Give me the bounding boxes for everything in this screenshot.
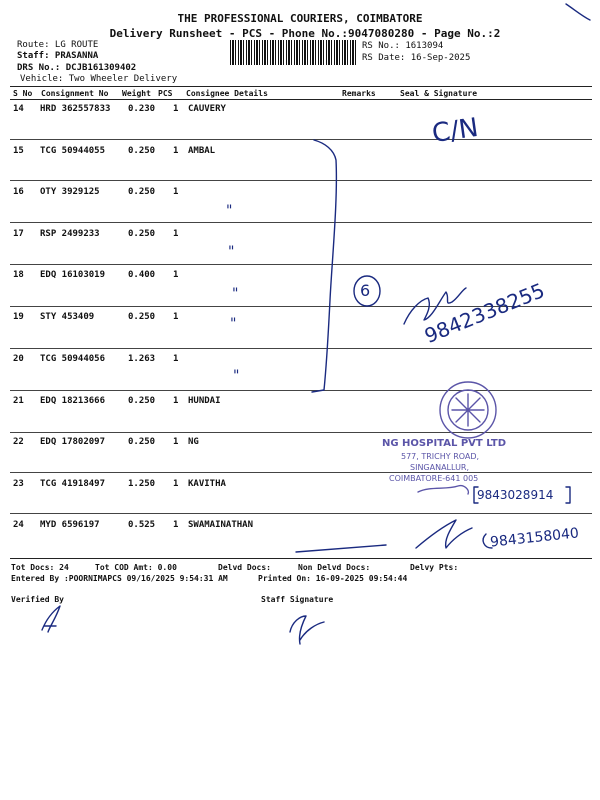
row-pcs: 1 <box>173 396 179 406</box>
row-consignee: NG <box>188 437 199 447</box>
row-divider <box>10 390 592 391</box>
stamp-scribble <box>418 486 468 494</box>
footer-rule <box>10 558 592 559</box>
row-weight: 0.250 <box>128 146 156 156</box>
cn-handwritten-mark: C/N <box>430 112 481 150</box>
row-sno: 20 <box>13 354 24 364</box>
delvy-pts: Delvy Pts: <box>410 563 459 572</box>
row-pcs: 1 <box>173 229 179 239</box>
handwritten-phone-1: 9842338255 <box>421 278 548 348</box>
row-pcs: 1 <box>173 104 179 114</box>
ditto-mark: " <box>233 368 240 384</box>
bracket-right <box>566 487 570 503</box>
row-consignment: TCG 41918497 <box>40 479 106 489</box>
row-consignee: AMBAL <box>188 146 216 156</box>
bracket-stroke <box>312 140 336 392</box>
row-consignment: EDQ 16103019 <box>40 270 106 280</box>
table-top-rule <box>10 86 592 87</box>
row-pcs: 1 <box>173 520 179 530</box>
row-weight: 1.263 <box>128 354 156 364</box>
row-weight: 0.250 <box>128 312 156 322</box>
seal-pattern <box>452 394 484 426</box>
row-consignment: STY 453409 <box>40 312 95 322</box>
stamp-line-4: COIMBATORE-641 005 <box>389 474 479 483</box>
delvd-docs: Delvd Docs: <box>218 563 271 572</box>
row-sno: 17 <box>13 229 24 239</box>
col-consignee: Consignee Details <box>186 89 268 98</box>
runsheet-subtitle: Delivery Runsheet - PCS - Phone No.:9047080280 - Page No.:2 <box>109 27 501 40</box>
tot-docs: Tot Docs: 24 <box>11 563 69 572</box>
drs-number: DRS No.: DCJB161309402 <box>17 63 137 73</box>
row-divider <box>10 139 592 140</box>
company-title: THE PROFESSIONAL COURIERS, COIMBATORE <box>177 12 423 25</box>
handwritten-phone-3: 9843158040 <box>489 525 580 551</box>
entered-by: Entered By :POORNIMAPCS 09/16/2025 9:54:31 AM <box>11 574 228 583</box>
row-consignment: MYD 6596197 <box>40 520 100 530</box>
row-sno: 22 <box>13 437 24 447</box>
tot-cod: Tot COD Amt: 0.00 <box>95 563 177 572</box>
row-pcs: 1 <box>173 479 179 489</box>
row-weight: 0.250 <box>128 229 156 239</box>
row-weight: 0.230 <box>128 104 156 114</box>
vehicle-label: Vehicle: Two Wheeler Delivery <box>20 74 178 84</box>
row-sno: 16 <box>13 187 24 197</box>
staff-signature-label: Staff Signature <box>261 595 334 604</box>
row-pcs: 1 <box>173 312 179 322</box>
row-divider <box>10 222 592 223</box>
stamp-line-3: SINGANALLUR, <box>410 463 470 472</box>
seal-inner-circle <box>448 390 488 430</box>
row-weight: 1.250 <box>128 479 156 489</box>
ditto-mark: " <box>226 203 233 219</box>
row-pcs: 1 <box>173 354 179 364</box>
rs-number: RS No.: 1613094 <box>362 41 444 51</box>
row-consignee: CAUVERY <box>188 104 226 114</box>
row-divider <box>10 180 592 181</box>
row-sno: 21 <box>13 396 24 406</box>
circled-number-mark: 6 <box>360 281 371 300</box>
col-seal: Seal & Signature <box>400 89 478 98</box>
row-sno: 23 <box>13 479 24 489</box>
verified-by: Verified By <box>11 595 64 604</box>
ditto-mark: " <box>230 316 237 332</box>
table-header-rule <box>10 99 592 100</box>
stamp-line-2: 577, TRICHY ROAD, <box>401 452 480 461</box>
row-sno: 24 <box>13 520 24 530</box>
staff-label: Staff: PRASANNA <box>17 51 99 61</box>
route-label: Route: LG ROUTE <box>17 40 99 50</box>
row-sno: 14 <box>13 104 24 114</box>
row-weight: 0.250 <box>128 187 156 197</box>
row-consignee: KAVITHA <box>188 479 226 489</box>
ditto-mark: " <box>228 244 235 260</box>
row-divider <box>10 348 592 349</box>
row-divider <box>10 432 592 433</box>
stamp-line-1: NG HOSPITAL PVT LTD <box>382 438 507 449</box>
row-divider <box>10 264 592 265</box>
row-weight: 0.525 <box>128 520 156 530</box>
row-consignee: HUNDAI <box>188 396 221 406</box>
row-pcs: 1 <box>173 270 179 280</box>
rs-date: RS Date: 16-Sep-2025 <box>362 53 471 63</box>
row-weight: 0.250 <box>128 437 156 447</box>
row-weight: 0.250 <box>128 396 156 406</box>
row-consignment: EDQ 18213666 <box>40 396 106 406</box>
row-sno: 19 <box>13 312 24 322</box>
col-pcs: PCS <box>158 89 173 98</box>
row-divider <box>10 472 592 473</box>
row-consignment: OTY 3929125 <box>40 187 100 197</box>
row-pcs: 1 <box>173 146 179 156</box>
col-consignment: Consignment No <box>41 89 109 98</box>
row-consignment: TCG 50944056 <box>40 354 106 364</box>
verified-signature <box>42 606 60 632</box>
signature-row24 <box>416 520 472 548</box>
printed-on: Printed On: 16-09-2025 09:54:44 <box>258 574 408 583</box>
row-consignment: RSP 2499233 <box>40 229 100 239</box>
row-sno: 18 <box>13 270 24 280</box>
non-delvd-docs: Non Delvd Docs: <box>298 563 371 572</box>
barcode <box>230 40 358 65</box>
row-consignment: EDQ 17802097 <box>40 437 106 447</box>
row-pcs: 1 <box>173 437 179 447</box>
row-weight: 0.400 <box>128 270 156 280</box>
strike-line <box>296 545 386 552</box>
col-remarks: Remarks <box>342 89 376 98</box>
handwritten-phone-2: 9843028914 <box>477 488 554 502</box>
ditto-mark: " <box>232 286 239 302</box>
row-consignment: HRD 362557833 <box>40 104 111 114</box>
staff-signature <box>290 616 324 644</box>
row-consignment: TCG 50944055 <box>40 146 106 156</box>
row-consignee: SWAMAINATHAN <box>188 520 254 530</box>
row-sno: 15 <box>13 146 24 156</box>
row-divider <box>10 513 592 514</box>
col-weight: Weight <box>122 89 151 98</box>
row-pcs: 1 <box>173 187 179 197</box>
col-sno: S No <box>13 89 33 98</box>
